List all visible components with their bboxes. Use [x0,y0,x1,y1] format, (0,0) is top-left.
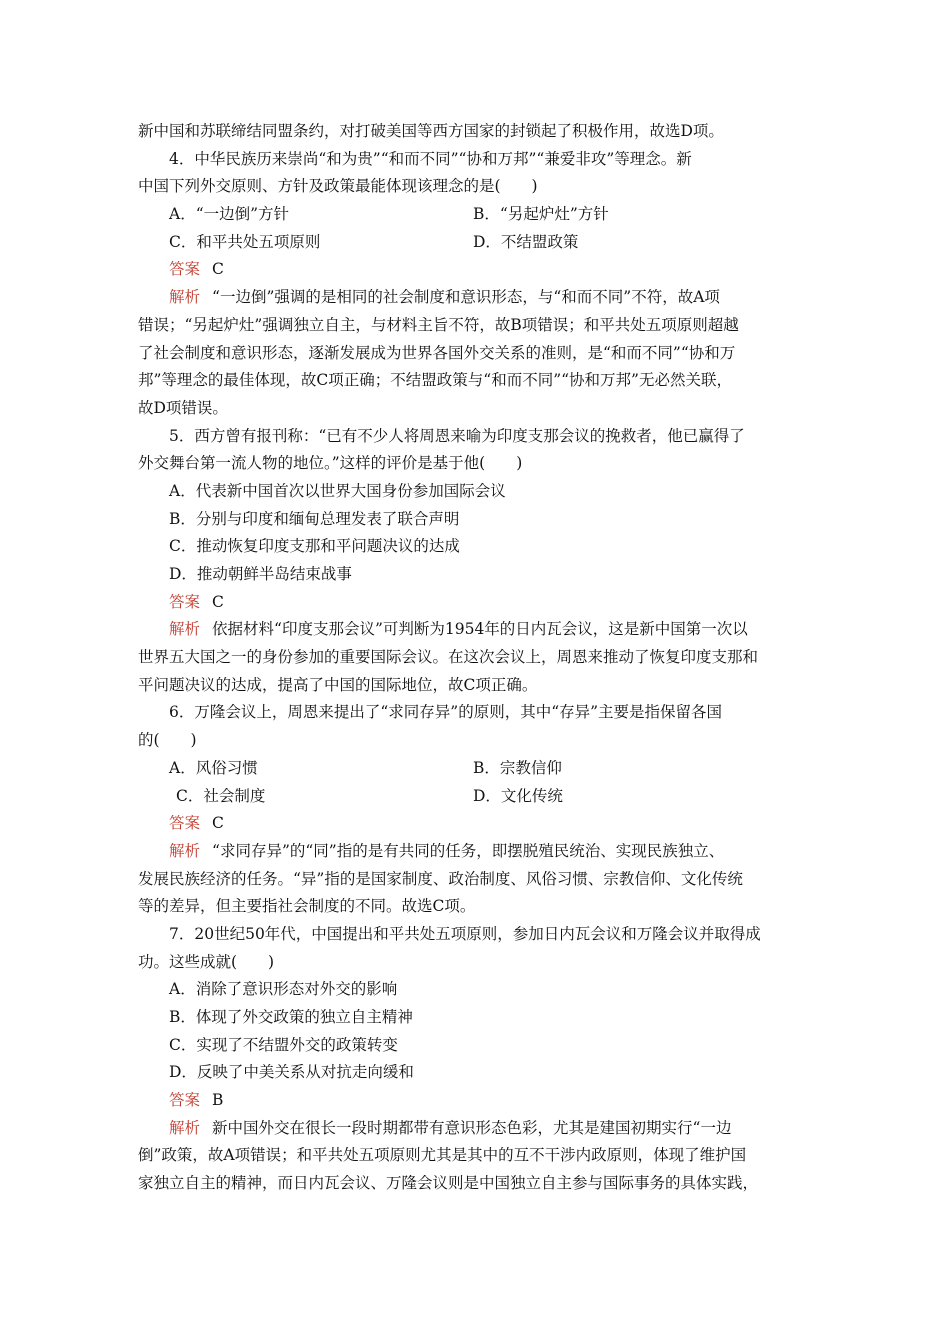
explanation-text: “一边倒”强调的是相同的社会制度和意识形态，与“和而不同”不符，故A项 [212,288,720,307]
explanation-label: 解析 [169,1118,201,1137]
explanation-label: 解析 [169,620,201,639]
answer-label: 答案 [169,592,201,611]
answer-label: 答案 [169,260,201,279]
paragraph-line: 新中国和苏联缔结同盟条约，对打破美国等西方国家的封锁起了积极作用，故选D项。 [138,122,724,140]
explanation-line: 了社会制度和意识形态，逐渐发展成为世界各国外交关系的准则，是“和而不同”“协和万 [138,343,736,362]
option-b: B．体现了外交政策的独立自主精神 [169,1008,413,1026]
answer-label: 答案 [169,814,201,833]
explanation-text: “求同存异”的“同”指的是有共同的任务，即摆脱殖民统治、实现民族独立、 [212,841,725,860]
option-a: A．代表新中国首次以世界大国身份参加国际会议 [169,481,506,500]
option-d: D．文化传统 [473,786,563,805]
question-6-explanation [138,838,818,866]
answer-value: C [212,814,224,833]
question-7-stem: 7．20世纪50年代，中国提出和平共处五项原则，参加日内瓦会议和万隆会议并取得成 [169,924,761,943]
option-b: B．“另起炉灶”方针 [473,205,609,224]
question-6-stem-cont: 的( ) [138,731,197,750]
option-c: C．推动恢复印度支那和平问题决议的达成 [169,537,460,556]
question-6-stem: 6．万隆会议上，周恩来提出了“求同存异”的原则，其中“存异”主要是指保留各国 [169,703,723,722]
question-4-stem: 4．中华民族历来崇尚“和为贵”“和而不同”“协和万邦”“兼爱非攻”等理念。新 [169,149,692,168]
option-b: B．宗教信仰 [473,758,562,777]
answer-label: 答案 [169,1091,201,1110]
question-7-explanation [138,1115,818,1143]
question-4-stem-cont: 中国下列外交原则、方针及政策最能体现该理念的是( ) [138,177,538,196]
option-c: C．社会制度 [176,786,266,805]
explanation-line: 邦”等理念的最佳体现，故C项正确；不结盟政策与“和而不同”“协和万邦”无必然关联， [138,371,732,390]
explanation-line: 错误；“另起炉灶”强调独立自主，与材料主旨不符，故B项错误；和平共处五项原则超越 [138,315,739,334]
option-c: C．和平共处五项原则 [169,232,321,251]
option-a: A．风俗习惯 [169,758,258,777]
answer-value: B [212,1091,224,1110]
question-7-stem-cont: 功。这些成就( ) [138,952,275,971]
question-5-stem: 5．西方曾有报刊称：“已有不少人将周恩来喻为印度支那会议的挽救者，他已赢得了 [169,426,745,445]
question-5-explanation [138,616,818,644]
question-5-stem-cont: 外交舞台第一流人物的地位。”这样的评价是基于他( ) [138,454,523,473]
explanation-line: 等的差异，但主要指社会制度的不同。故选C项。 [138,897,476,916]
question-4-options-ab [138,201,818,229]
explanation-text: 新中国外交在很长一段时期都带有意识形态色彩，尤其是建国初期实行“一边 [212,1118,732,1137]
option-d: D．推动朝鲜半岛结束战事 [169,565,352,583]
explanation-line: 世界五大国之一的身份参加的重要国际会议。在这次会议上，周恩来推动了恢复印度支那和 [138,648,759,667]
explanation-label: 解析 [169,841,201,860]
question-6-options-ab [138,755,818,783]
explanation-text: 依据材料“印度支那会议”可判断为1954年的日内瓦会议，这是新中国第一次以 [212,620,748,639]
explanation-line: 家独立自主的精神，而日内瓦会议、万隆会议则是中国独立自主参与国际事务的具体实践， [138,1174,759,1193]
question-6-answer [138,810,818,838]
question-4-explanation [138,284,818,312]
option-a: A．“一边倒”方针 [169,205,290,224]
answer-value: C [212,592,224,611]
answer-value: C [212,260,224,279]
explanation-line: 故D项错误。 [138,398,228,417]
document-page [138,118,818,1198]
option-a: A．消除了意识形态对外交的影响 [169,980,398,999]
option-d: D．反映了中美关系从对抗走向缓和 [169,1063,414,1082]
option-d: D．不结盟政策 [473,232,579,251]
explanation-label: 解析 [169,288,201,307]
question-7-answer [138,1087,818,1115]
question-6-options-cd [138,783,818,811]
question-4-answer [138,256,818,284]
question-4-options-cd [138,229,818,257]
option-c: C．实现了不结盟外交的政策转变 [169,1035,398,1054]
question-5-answer [138,589,818,617]
explanation-line: 平问题决议的达成，提高了中国的国际地位，故C项正确。 [138,675,538,694]
option-b: B．分别与印度和缅甸总理发表了联合声明 [169,509,460,528]
explanation-line: 发展民族经济的任务。“异”指的是国家制度、政治制度、风俗习惯、宗教信仰、文化传统 [138,869,743,888]
explanation-line: 倒”政策，故A项错误；和平共处五项原则尤其是其中的互不干涉内政原则，体现了维护国 [138,1146,747,1165]
